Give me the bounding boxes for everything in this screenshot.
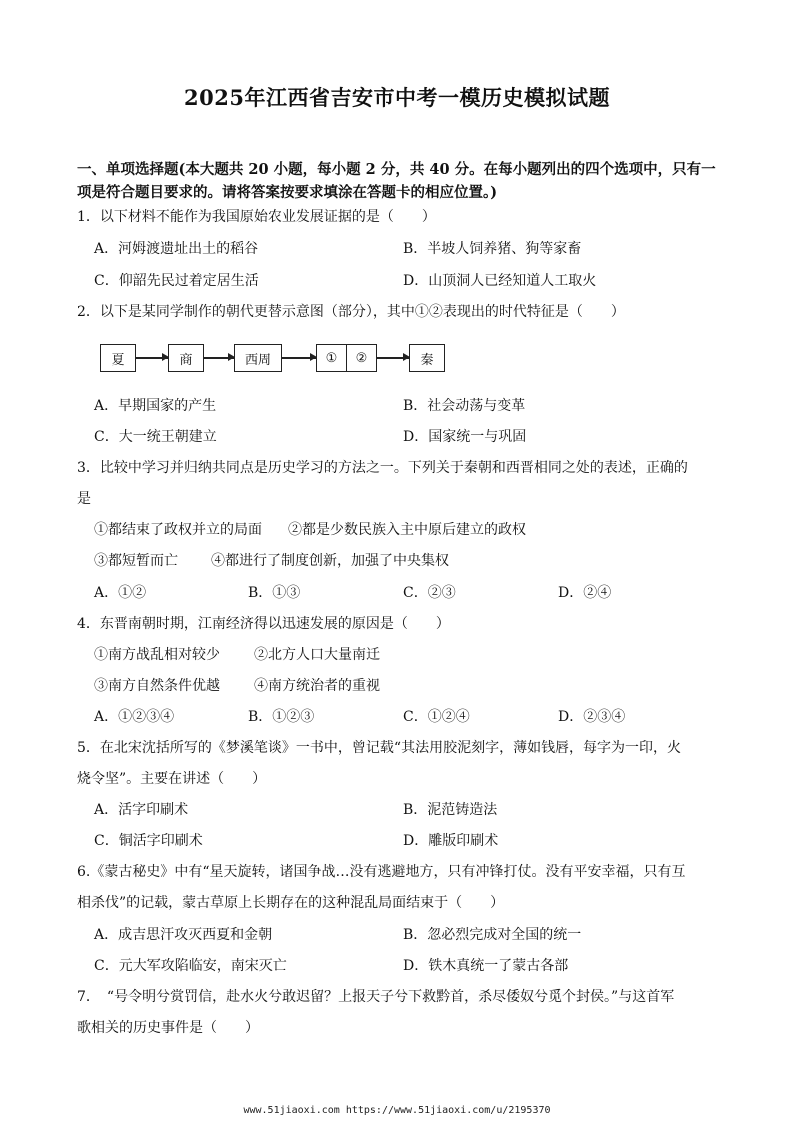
question-3-option-a: A．①② (94, 585, 147, 601)
question-5-option-a: A．活字印刷术 (94, 802, 189, 818)
question-4-item-1: ①南方战乱相对较少 (94, 647, 220, 663)
question-5-option-b: B．泥范铸造法 (403, 802, 498, 818)
question-2-option-a: A．早期国家的产生 (94, 398, 217, 414)
section-heading: 一、单项选择题(本大题共 20 小题，每小题 2 分，共 40 分。在每小题列出的四个选项中，只有一项是符合题目要求的。请将答案按要求填涂在答题卡的相应位置。) (77, 161, 716, 201)
question-4-option-c: C．①②④ (403, 709, 470, 725)
arrow-icon (204, 357, 234, 359)
question-3-option-d: D．②④ (558, 585, 612, 601)
question-2-stem: 2．以下是某同学制作的朝代更替示意图（部分），其中①②表现出的时代特征是（ ） (77, 304, 625, 320)
question-3-stem-line2: 是 (77, 491, 91, 507)
question-1-stem: 1．以下材料不能作为我国原始农业发展证据的是（ ） (77, 209, 436, 225)
dynasty-box-1: ① (316, 344, 347, 372)
dynasty-box-xia: 夏 (100, 344, 136, 372)
question-4-option-b: B．①②③ (248, 709, 315, 725)
question-6-option-d: D．铁木真统一了蒙古各部 (403, 958, 569, 974)
question-7-stem-line2: 歌相关的历史事件是（ ） (77, 1020, 259, 1036)
question-6-option-c: C．元大军攻陷临安，南宋灭亡 (94, 958, 287, 974)
dynasty-box-qin: 秦 (409, 344, 445, 372)
question-4-item-4: ④南方统治者的重视 (254, 678, 380, 694)
question-5-stem-line1: 5．在北宋沈括所写的《梦溪笔谈》一书中，曾记载“其法用胶泥刻字，薄如钱唇，每字为一印，火 (77, 740, 682, 756)
question-1-option-d: D．山顶洞人已经知道人工取火 (403, 273, 597, 289)
question-2-option-d: D．国家统一与巩固 (403, 429, 527, 445)
question-1-option-c: C．仰韶先民过着定居生活 (94, 273, 259, 289)
arrow-icon (282, 357, 316, 359)
question-6-stem-line1: 6.《蒙古秘史》中有“星天旋转，诸国争战…没有逃避地方，只有冲锋打仗。没有平安幸福，只有互 (77, 864, 686, 880)
question-7-stem-line1: 7． “号令明兮赏罚信，赴水火兮敢迟留？上报天子兮下救黔首，杀尽倭奴兮觅个封侯。”与这首军 (77, 989, 675, 1005)
question-5-option-c: C．铜活字印刷术 (94, 833, 203, 849)
question-3-item-2: ②都是少数民族入主中原后建立的政权 (288, 522, 526, 538)
question-3-option-b: B．①③ (248, 585, 301, 601)
question-2-option-b: B．社会动荡与变革 (403, 398, 526, 414)
question-4-option-d: D．②③④ (558, 709, 626, 725)
dynasty-flow-diagram (100, 344, 460, 376)
question-5-stem-line2: 烧令坚”。主要在讲述（ ） (77, 771, 267, 787)
arrow-icon (136, 357, 168, 359)
dynasty-box-xizhou: 西周 (234, 344, 282, 372)
question-6-stem-line2: 相杀伐”的记载，蒙古草原上长期存在的这种混乱局面结束于（ ） (77, 895, 505, 911)
dynasty-box-shang: 商 (168, 344, 204, 372)
dynasty-box-2: ② (346, 344, 377, 372)
question-5-option-d: D．雕版印刷术 (403, 833, 499, 849)
page-title: 2025年江西省吉安市中考一模历史模拟试题 (184, 85, 610, 110)
question-3-stem-line1: 3．比较中学习并归纳共同点是历史学习的方法之一。下列关于秦朝和西晋相同之处的表述，正确的 (77, 460, 688, 476)
question-4-item-2: ②北方人口大量南迁 (254, 647, 380, 663)
question-3-item-1: ①都结束了政权并立的局面 (94, 522, 262, 538)
question-3-item-4: ④都进行了制度创新，加强了中央集权 (211, 553, 449, 569)
question-3-option-c: C．②③ (403, 585, 456, 601)
question-3-item-3: ③都短暂而亡 (94, 553, 178, 569)
question-2-option-c: C．大一统王朝建立 (94, 429, 217, 445)
footer-url[interactable]: www.51jiaoxi.com https://www.51jiaoxi.com/u/2195370 (243, 1105, 551, 1116)
question-1-option-a: A．河姆渡遗址出土的稻谷 (94, 241, 259, 257)
question-4-option-a: A．①②③④ (94, 709, 175, 725)
question-6-option-b: B．忽必烈完成对全国的统一 (403, 927, 582, 943)
question-4-item-3: ③南方自然条件优越 (94, 678, 220, 694)
question-4-stem: 4．东晋南朝时期，江南经济得以迅速发展的原因是（ ） (77, 616, 450, 632)
arrow-icon (377, 357, 409, 359)
question-1-option-b: B．半坡人饲养猪、狗等家畜 (403, 241, 582, 257)
question-6-option-a: A．成吉思汗攻灭西夏和金朝 (94, 927, 273, 943)
